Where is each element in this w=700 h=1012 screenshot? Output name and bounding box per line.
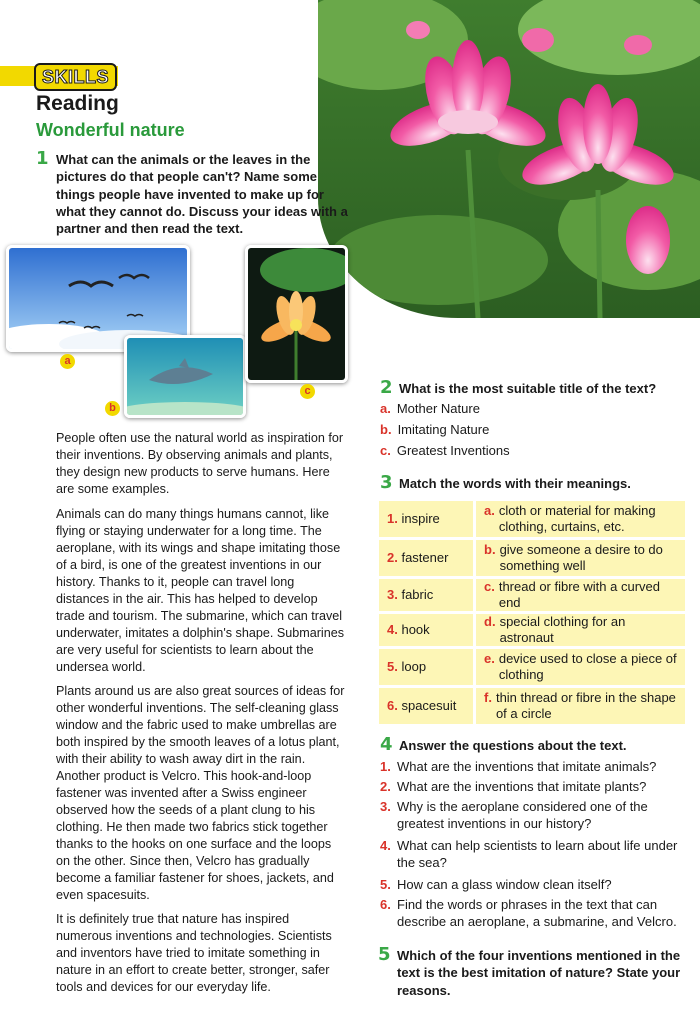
list-item: 3. Why is the aeroplane considered one of the greatest inventions in our history? bbox=[380, 799, 648, 832]
lotus-hero-photo bbox=[318, 0, 700, 318]
skills-badge: SKILLS bbox=[34, 63, 117, 91]
match-table bbox=[379, 498, 685, 727]
list-item: 2. What are the inventions that imitate plants? bbox=[380, 779, 647, 794]
article-paragraph-4: It is definitely true that nature has inspired numerous inventions and technologies. Scientists and inventors have tried to imitate something in nature in an effort to create better, stronger, safer tools and devices for our everyday life. bbox=[56, 912, 332, 994]
q2-option-a: a. Mother Nature bbox=[380, 401, 480, 416]
q2-option-b: b. Imitating Nature bbox=[380, 422, 490, 437]
photo-label-a: a bbox=[60, 354, 75, 369]
article-paragraph-2: Animals can do many things humans cannot, like flying or staying underwater for a long time. The aeroplane, with its wings and shape imitating those of a bird, is one of the greatest inventions in our history. Thanks to it, people can travel long distances in the air. This has helped to develop trade and tourism. The submarine, which can travel underwater, imitates a dolphin's shape. Submarines are very useful for scientists to learn about the undersea world. bbox=[56, 507, 345, 674]
q3-text: Match the words with their meanings. bbox=[399, 476, 631, 491]
table-row: 1. inspire a. cloth or material for making clothing, curtains, etc. bbox=[379, 501, 685, 537]
list-item: 5. How can a glass window clean itself? bbox=[380, 877, 612, 892]
table-row: 3. fabric c. thread or fibre with a curved end bbox=[379, 579, 685, 611]
table-row: 4. hook d. special clothing for an astronaut bbox=[379, 614, 685, 646]
section-title: Reading bbox=[36, 92, 119, 115]
q2-number: 2 bbox=[380, 377, 393, 398]
photo-label-b: b bbox=[105, 401, 120, 416]
q1-number: 1 bbox=[36, 148, 49, 169]
article-paragraph-3: Plants around us are also great sources of ideas for other wonderful inventions. The self-cleaning glass window and the fabric used to make umbrellas are both inspired by the smooth leaves of a lotus plant, with their ability to wash away dirt in the rain. Another product is Velcro. This hook-and-loop fastener was invented after a Swiss engineer observed how the seeds of a plant clung to his clothing. He then made two fabrics stick together thanks to the hooks on one surface and the loops on the other. Since then, Velcro has gradually become a familiar fastener for shoes, jackets, and even spacesuits. bbox=[56, 684, 345, 902]
list-item: 6. Find the words or phrases in the text that can describe an aeroplane, a submarine, and Velcro. bbox=[380, 897, 677, 930]
table-row: 2. fastener b. give someone a desire to do something well bbox=[379, 540, 685, 576]
lotus-leaf-photo bbox=[245, 245, 348, 383]
q4-text: Answer the questions about the text. bbox=[399, 738, 627, 753]
list-item: 1. What are the inventions that imitate animals? bbox=[380, 759, 657, 774]
table-row: 6. spacesuit f. thin thread or fibre in the shape of a circle bbox=[379, 688, 685, 724]
article-paragraph-1: People often use the natural world as inspiration for their inventions. By observing animals and plants, they design new products to serve humans. Here are some examples. bbox=[56, 431, 344, 496]
q3-number: 3 bbox=[380, 472, 393, 493]
q5-text: Which of the four inventions mentioned in the text is the best imitation of nature? State your reasons. bbox=[397, 948, 681, 998]
q5-number: 5 bbox=[378, 944, 391, 965]
lesson-subtitle: Wonderful nature bbox=[36, 120, 185, 140]
q4-number: 4 bbox=[380, 734, 393, 755]
q2-option-c: c. Greatest Inventions bbox=[380, 443, 510, 458]
dolphin-photo bbox=[124, 335, 246, 418]
list-item: 4. What can help scientists to learn about life under the sea? bbox=[380, 838, 678, 871]
q1-text: What can the animals or the leaves in the pictures do that people can't? Name some things people have invented to make up for what they cannot do. Discuss your ideas with a partner and then read the text. bbox=[56, 152, 348, 237]
q2-text: What is the most suitable title of the text? bbox=[399, 381, 657, 396]
table-row: 5. loop e. device used to close a piece of clothing bbox=[379, 649, 685, 685]
photo-label-c: c bbox=[300, 384, 315, 399]
